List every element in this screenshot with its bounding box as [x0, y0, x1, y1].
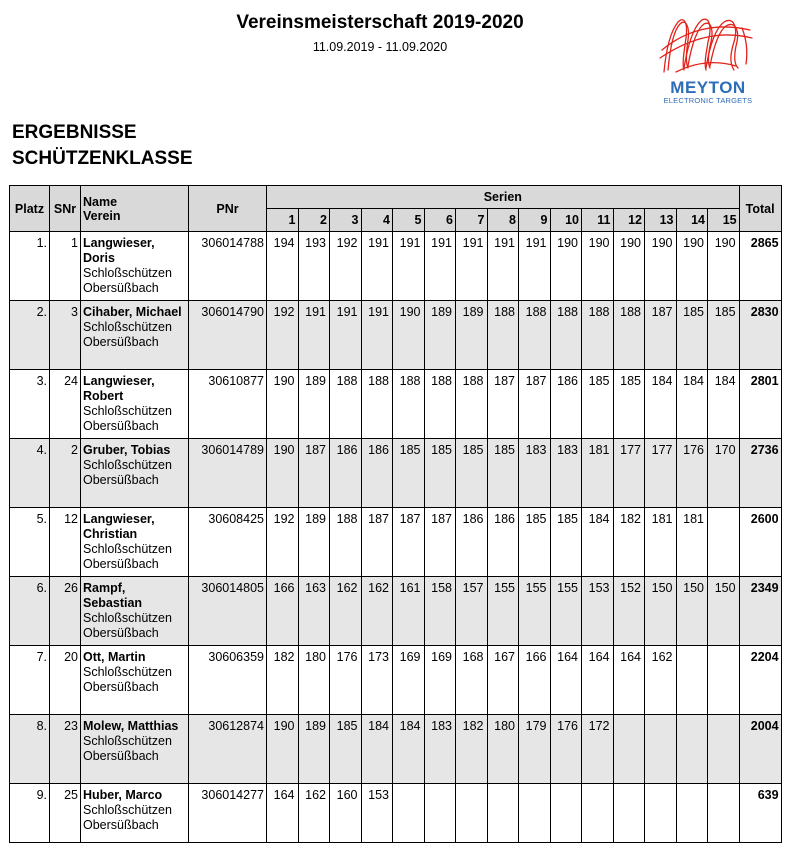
total-cell: 2004	[739, 715, 781, 784]
series-score-cell: 185	[550, 508, 582, 577]
series-score-cell: 180	[298, 646, 330, 715]
series-score-cell: 189	[298, 370, 330, 439]
header-series-9: 9	[519, 209, 551, 232]
table-header	[10, 186, 782, 232]
total-cell: 2204	[739, 646, 781, 715]
header-platz: Platz	[10, 186, 50, 232]
rank-cell: 1.	[10, 232, 50, 301]
series-score-cell	[676, 784, 708, 843]
series-score-cell: 190	[676, 232, 708, 301]
series-score-cell: 189	[456, 301, 488, 370]
series-score-cell: 187	[487, 370, 519, 439]
series-score-cell: 187	[361, 508, 393, 577]
series-score-cell: 153	[582, 577, 614, 646]
document-title: Vereinsmeisterschaft 2019-2020	[236, 12, 524, 33]
series-score-cell: 150	[708, 577, 740, 646]
shooter-number-cell: 3	[50, 301, 81, 370]
rank-cell: 5.	[10, 508, 50, 577]
shooter-name: Langwieser, Doris	[83, 236, 155, 265]
series-score-cell: 164	[550, 646, 582, 715]
header-series-13: 13	[645, 209, 677, 232]
shooter-name: Langwieser, Christian	[83, 512, 155, 541]
rank-cell: 2.	[10, 301, 50, 370]
series-score-cell: 185	[424, 439, 456, 508]
header-series-3: 3	[330, 209, 362, 232]
series-score-cell: 180	[487, 715, 519, 784]
series-score-cell: 182	[267, 646, 299, 715]
table-row	[10, 784, 782, 843]
series-score-cell	[393, 784, 425, 843]
header-series-5: 5	[393, 209, 425, 232]
series-score-cell: 176	[676, 439, 708, 508]
header-pnr: PNr	[189, 186, 267, 232]
series-score-cell: 185	[330, 715, 362, 784]
series-score-cell: 173	[361, 646, 393, 715]
series-score-cell: 190	[267, 715, 299, 784]
series-score-cell: 192	[267, 301, 299, 370]
header-series-6: 6	[424, 209, 456, 232]
series-score-cell	[708, 646, 740, 715]
header-series-4: 4	[361, 209, 393, 232]
header-series-1: 1	[267, 209, 299, 232]
club-name: Schloßschützen Obersüßbach	[83, 665, 172, 694]
header-name: Name	[83, 194, 118, 209]
table-body	[10, 232, 782, 843]
pass-number-cell: 306014790	[189, 301, 267, 370]
series-score-cell: 191	[456, 232, 488, 301]
series-score-cell: 184	[645, 370, 677, 439]
series-score-cell: 184	[676, 370, 708, 439]
pass-number-cell: 306014805	[189, 577, 267, 646]
series-score-cell: 185	[456, 439, 488, 508]
club-name: Schloßschützen Obersüßbach	[83, 542, 172, 571]
series-score-cell: 185	[487, 439, 519, 508]
header-series-12: 12	[613, 209, 645, 232]
series-score-cell: 157	[456, 577, 488, 646]
series-score-cell: 176	[330, 646, 362, 715]
series-score-cell	[487, 784, 519, 843]
series-score-cell: 194	[267, 232, 299, 301]
series-score-cell	[645, 715, 677, 784]
pass-number-cell: 306014788	[189, 232, 267, 301]
series-score-cell	[676, 715, 708, 784]
header-series-2: 2	[298, 209, 330, 232]
series-score-cell: 188	[613, 301, 645, 370]
results-table	[9, 185, 782, 843]
series-score-cell: 182	[456, 715, 488, 784]
series-score-cell: 166	[519, 646, 551, 715]
total-cell: 2830	[739, 301, 781, 370]
series-score-cell: 181	[645, 508, 677, 577]
series-score-cell: 172	[582, 715, 614, 784]
series-score-cell: 191	[298, 301, 330, 370]
series-score-cell: 192	[267, 508, 299, 577]
shooter-number-cell: 2	[50, 439, 81, 508]
rank-cell: 4.	[10, 439, 50, 508]
logo-wordmark: MEYTON	[670, 78, 746, 97]
pass-number-cell: 30610877	[189, 370, 267, 439]
series-score-cell: 188	[330, 370, 362, 439]
series-score-cell: 186	[456, 508, 488, 577]
table-row	[10, 508, 782, 577]
series-score-cell: 187	[424, 508, 456, 577]
series-score-cell	[676, 646, 708, 715]
series-score-cell: 189	[298, 508, 330, 577]
series-score-cell: 186	[330, 439, 362, 508]
table-row	[10, 577, 782, 646]
series-score-cell: 183	[550, 439, 582, 508]
series-score-cell: 188	[393, 370, 425, 439]
shooter-name: Huber, Marco	[83, 788, 163, 802]
series-score-cell: 186	[550, 370, 582, 439]
series-score-cell: 190	[267, 439, 299, 508]
shooter-number-cell: 23	[50, 715, 81, 784]
series-score-cell: 160	[330, 784, 362, 843]
header-snr: SNr	[50, 186, 81, 232]
series-score-cell: 161	[393, 577, 425, 646]
series-score-cell: 168	[456, 646, 488, 715]
series-score-cell: 162	[645, 646, 677, 715]
series-score-cell	[708, 508, 740, 577]
series-score-cell: 155	[519, 577, 551, 646]
series-score-cell: 190	[550, 232, 582, 301]
header-series-11: 11	[582, 209, 614, 232]
series-score-cell: 179	[519, 715, 551, 784]
header-name-verein	[81, 186, 189, 232]
table-row	[10, 232, 782, 301]
rank-cell: 3.	[10, 370, 50, 439]
series-score-cell: 185	[582, 370, 614, 439]
series-score-cell: 163	[298, 577, 330, 646]
pass-number-cell: 30606359	[189, 646, 267, 715]
shooter-name: Gruber, Tobias	[83, 443, 171, 457]
shooter-cell	[81, 646, 189, 715]
pass-number-cell: 306014789	[189, 439, 267, 508]
series-score-cell: 187	[519, 370, 551, 439]
series-score-cell: 188	[550, 301, 582, 370]
total-cell: 2865	[739, 232, 781, 301]
series-score-cell: 184	[708, 370, 740, 439]
rank-cell: 7.	[10, 646, 50, 715]
series-score-cell: 189	[424, 301, 456, 370]
series-score-cell: 169	[424, 646, 456, 715]
pass-number-cell: 30612874	[189, 715, 267, 784]
series-score-cell: 191	[393, 232, 425, 301]
header-verein: Verein	[83, 208, 121, 223]
table-row	[10, 439, 782, 508]
series-score-cell: 183	[424, 715, 456, 784]
table-row	[10, 715, 782, 784]
series-score-cell: 190	[267, 370, 299, 439]
header-series-15: 15	[708, 209, 740, 232]
shooter-number-cell: 20	[50, 646, 81, 715]
series-score-cell: 185	[676, 301, 708, 370]
pass-number-cell: 30608425	[189, 508, 267, 577]
header-total: Total	[739, 186, 781, 232]
series-score-cell: 190	[708, 232, 740, 301]
club-name: Schloßschützen Obersüßbach	[83, 266, 172, 295]
series-score-cell: 162	[361, 577, 393, 646]
class-heading: SCHÜTZENKLASSE	[12, 148, 193, 169]
series-score-cell: 184	[361, 715, 393, 784]
series-score-cell	[708, 715, 740, 784]
table-row	[10, 370, 782, 439]
series-score-cell: 177	[645, 439, 677, 508]
series-score-cell: 169	[393, 646, 425, 715]
series-score-cell: 162	[330, 577, 362, 646]
series-score-cell: 190	[393, 301, 425, 370]
shooter-name: Langwieser, Robert	[83, 374, 155, 403]
series-score-cell: 191	[487, 232, 519, 301]
series-score-cell	[645, 784, 677, 843]
shooter-cell	[81, 232, 189, 301]
series-score-cell: 188	[361, 370, 393, 439]
shooter-name: Molew, Matthias	[83, 719, 179, 733]
series-score-cell: 181	[676, 508, 708, 577]
rank-cell: 6.	[10, 577, 50, 646]
shooter-cell	[81, 301, 189, 370]
series-score-cell: 150	[676, 577, 708, 646]
series-score-cell: 167	[487, 646, 519, 715]
results-heading: ERGEBNISSE	[12, 122, 137, 143]
logo-tagline: ELECTRONIC TARGETS	[663, 96, 753, 105]
series-score-cell: 191	[330, 301, 362, 370]
total-cell: 2349	[739, 577, 781, 646]
total-cell: 2600	[739, 508, 781, 577]
header-series-7: 7	[456, 209, 488, 232]
series-score-cell: 191	[361, 301, 393, 370]
series-score-cell: 152	[613, 577, 645, 646]
pass-number-cell: 306014277	[189, 784, 267, 843]
shooter-cell	[81, 370, 189, 439]
series-score-cell: 190	[613, 232, 645, 301]
series-score-cell: 190	[582, 232, 614, 301]
series-score-cell: 188	[456, 370, 488, 439]
series-score-cell: 187	[393, 508, 425, 577]
series-score-cell	[424, 784, 456, 843]
series-score-cell: 192	[330, 232, 362, 301]
series-score-cell: 187	[645, 301, 677, 370]
series-score-cell	[708, 784, 740, 843]
series-score-cell: 181	[582, 439, 614, 508]
series-score-cell: 187	[298, 439, 330, 508]
table-row	[10, 301, 782, 370]
total-cell: 2736	[739, 439, 781, 508]
series-score-cell	[550, 784, 582, 843]
rank-cell: 8.	[10, 715, 50, 784]
series-score-cell: 158	[424, 577, 456, 646]
shooter-cell	[81, 439, 189, 508]
series-score-cell: 164	[613, 646, 645, 715]
series-score-cell: 153	[361, 784, 393, 843]
shooter-name: Rampf, Sebastian	[83, 581, 143, 610]
series-score-cell: 155	[550, 577, 582, 646]
series-score-cell: 170	[708, 439, 740, 508]
header-serien: Serien	[267, 186, 740, 209]
series-score-cell: 164	[582, 646, 614, 715]
series-score-cell: 188	[330, 508, 362, 577]
shooter-number-cell: 25	[50, 784, 81, 843]
shooter-cell	[81, 715, 189, 784]
series-score-cell: 188	[487, 301, 519, 370]
series-score-cell: 183	[519, 439, 551, 508]
series-score-cell: 186	[361, 439, 393, 508]
series-score-cell	[456, 784, 488, 843]
series-score-cell: 191	[361, 232, 393, 301]
date-range: 11.09.2019 - 11.09.2020	[312, 40, 448, 54]
header-series-8: 8	[487, 209, 519, 232]
shooter-number-cell: 26	[50, 577, 81, 646]
shooter-number-cell: 12	[50, 508, 81, 577]
series-score-cell: 191	[424, 232, 456, 301]
series-score-cell: 176	[550, 715, 582, 784]
shooter-cell	[81, 577, 189, 646]
club-name: Schloßschützen Obersüßbach	[83, 803, 172, 832]
rank-cell: 9.	[10, 784, 50, 843]
shooter-number-cell: 24	[50, 370, 81, 439]
series-score-cell	[613, 784, 645, 843]
series-score-cell: 184	[582, 508, 614, 577]
series-score-cell: 190	[645, 232, 677, 301]
header-series-10: 10	[550, 209, 582, 232]
shooter-name: Cihaber, Michael	[83, 305, 182, 319]
series-score-cell: 188	[519, 301, 551, 370]
club-name: Schloßschützen Obersüßbach	[83, 404, 172, 433]
series-score-cell: 185	[708, 301, 740, 370]
series-score-cell: 188	[582, 301, 614, 370]
series-score-cell: 155	[487, 577, 519, 646]
club-name: Schloßschützen Obersüßbach	[83, 320, 172, 349]
club-name: Schloßschützen Obersüßbach	[83, 734, 172, 763]
series-score-cell	[582, 784, 614, 843]
shooter-name: Ott, Martin	[83, 650, 146, 664]
series-score-cell: 185	[613, 370, 645, 439]
series-score-cell: 185	[393, 439, 425, 508]
series-score-cell: 188	[424, 370, 456, 439]
club-name: Schloßschützen Obersüßbach	[83, 611, 172, 640]
shooter-cell	[81, 784, 189, 843]
shooter-number-cell: 1	[50, 232, 81, 301]
series-score-cell: 191	[519, 232, 551, 301]
shooter-cell	[81, 508, 189, 577]
series-score-cell: 177	[613, 439, 645, 508]
series-score-cell: 182	[613, 508, 645, 577]
series-score-cell: 150	[645, 577, 677, 646]
table-row	[10, 646, 782, 715]
club-name: Schloßschützen Obersüßbach	[83, 458, 172, 487]
total-cell: 2801	[739, 370, 781, 439]
series-score-cell: 185	[519, 508, 551, 577]
series-score-cell: 186	[487, 508, 519, 577]
series-score-cell	[519, 784, 551, 843]
series-score-cell: 164	[267, 784, 299, 843]
series-score-cell: 184	[393, 715, 425, 784]
series-score-cell: 189	[298, 715, 330, 784]
series-score-cell	[613, 715, 645, 784]
series-score-cell: 193	[298, 232, 330, 301]
series-score-cell: 162	[298, 784, 330, 843]
total-cell: 639	[739, 784, 781, 843]
series-score-cell: 166	[267, 577, 299, 646]
header-series-14: 14	[676, 209, 708, 232]
